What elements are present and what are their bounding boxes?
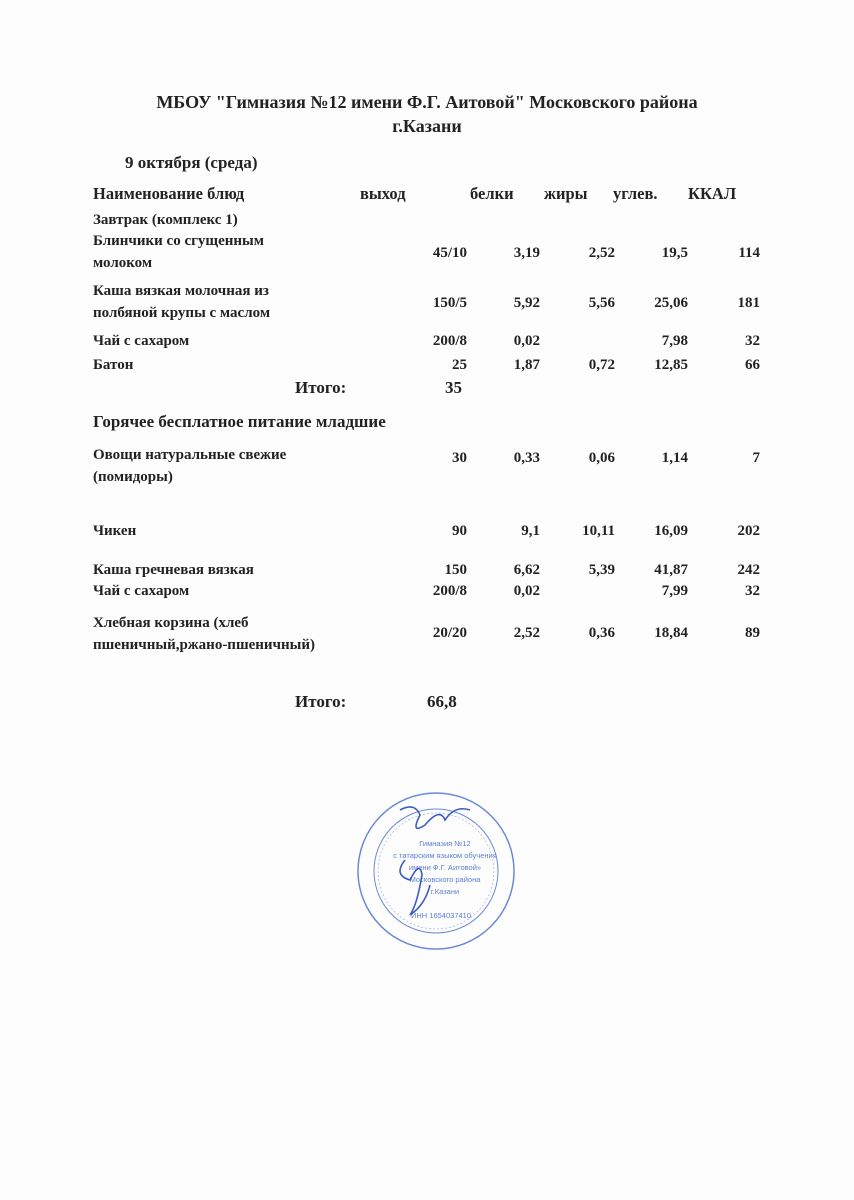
cell-carbs: 19,5 <box>661 245 688 261</box>
cell-protein: 5,92 <box>513 295 540 311</box>
school-title-city: г.Казани <box>392 116 462 136</box>
dish-name-line: пшеничный,ржано-пшеничный) <box>93 637 316 653</box>
dish-name-line: полбяной крупы с маслом <box>93 305 271 321</box>
dish-name-line: Хлебная корзина (хлеб <box>93 615 249 631</box>
lunch-total-value: 66,8 <box>427 692 457 711</box>
cell-carbs: 16,09 <box>654 523 688 539</box>
col-header-kcal: ККАЛ <box>688 184 737 203</box>
stamp-text-line: ИНН 1654037410 <box>410 911 472 920</box>
cell-yield: 25 <box>452 357 467 373</box>
dish-name-line: (помидоры) <box>93 469 173 485</box>
cell-protein: 6,62 <box>513 562 540 578</box>
stamp-text-line: г.Казани <box>430 887 460 896</box>
dish-name <box>93 444 286 488</box>
cell-kcal: 32 <box>745 583 760 599</box>
cell-yield: 200/8 <box>432 333 467 349</box>
cell-kcal: 202 <box>737 523 760 539</box>
cell-protein: 0,02 <box>513 583 540 599</box>
dish-name-line: Батон <box>93 357 134 373</box>
cell-yield: 20/20 <box>432 625 467 641</box>
dish-name <box>93 330 189 352</box>
cell-kcal: 181 <box>737 295 760 311</box>
dish-name-line: Чай с сахаром <box>93 333 190 349</box>
cell-fat: 5,39 <box>588 562 615 578</box>
col-header-carbs: углев. <box>613 184 658 203</box>
cell-protein: 1,87 <box>513 357 540 373</box>
cell-yield: 150 <box>444 562 467 578</box>
cell-fat: 0,36 <box>588 625 615 641</box>
lunch-total-label: Итого: <box>295 692 347 711</box>
cell-protein: 0,33 <box>513 450 540 466</box>
dish-name <box>93 230 264 274</box>
col-header-yield: выход <box>360 184 406 203</box>
cell-carbs: 41,87 <box>654 562 688 578</box>
col-header-protein: белки <box>470 184 514 203</box>
cell-protein: 2,52 <box>513 625 540 641</box>
school-stamp <box>355 790 517 952</box>
stamp-text-line: Московского района <box>409 875 481 884</box>
dish-name-line: Чикен <box>93 523 137 539</box>
cell-kcal: 7 <box>752 450 760 466</box>
cell-carbs: 25,06 <box>654 295 688 311</box>
cell-fat: 0,72 <box>588 357 615 373</box>
dish-name-line: Блинчики со сгущенным <box>93 233 264 249</box>
dish-name <box>93 520 136 542</box>
cell-carbs: 12,85 <box>654 357 688 373</box>
cell-kcal: 242 <box>737 562 760 578</box>
cell-yield: 200/8 <box>432 583 467 599</box>
cell-kcal: 32 <box>745 333 760 349</box>
breakfast-total-label: Итого: <box>295 378 347 397</box>
cell-fat: 10,11 <box>582 523 615 539</box>
school-title: МБОУ "Гимназия №12 имени Ф.Г. Аитовой" Московского района <box>156 92 698 112</box>
cell-protein: 9,1 <box>521 523 540 539</box>
dish-name-line: Овощи натуральные свежие <box>93 447 287 463</box>
col-header-name: Наименование блюд <box>93 184 245 203</box>
cell-kcal: 66 <box>745 357 760 373</box>
cell-fat: 5,56 <box>588 295 615 311</box>
breakfast-total-value: 35 <box>445 378 462 397</box>
lunch-section-label: Горячее бесплатное питание младшие <box>93 412 386 431</box>
dish-name <box>93 559 254 581</box>
cell-kcal: 114 <box>738 245 760 261</box>
stamp-text-line: с татарским языком обучения <box>393 851 497 860</box>
cell-carbs: 7,98 <box>661 333 688 349</box>
dish-name-line: Каша гречневая вязкая <box>93 562 254 578</box>
cell-yield: 45/10 <box>432 245 467 261</box>
menu-date: 9 октября (среда) <box>125 153 258 172</box>
dish-name <box>93 612 315 656</box>
stamp-text-line: имени Ф.Г. Аитовой» <box>408 863 482 872</box>
cell-fat: 0,06 <box>588 450 615 466</box>
cell-carbs: 18,84 <box>654 625 688 641</box>
dish-name <box>93 580 189 602</box>
cell-yield: 30 <box>452 450 467 466</box>
signature <box>400 807 470 828</box>
breakfast-section-label: Завтрак (комплекс 1) <box>93 212 238 228</box>
cell-protein: 0,02 <box>513 333 540 349</box>
cell-carbs: 1,14 <box>661 450 688 466</box>
dish-name-line: Каша вязкая молочная из <box>93 283 269 299</box>
dish-name-line: молоком <box>93 255 153 271</box>
cell-kcal: 89 <box>745 625 760 641</box>
cell-yield: 90 <box>452 523 467 539</box>
col-header-fat: жиры <box>544 184 588 203</box>
cell-protein: 3,19 <box>513 245 540 261</box>
dish-name <box>93 280 270 324</box>
cell-fat: 2,52 <box>588 245 615 261</box>
cell-carbs: 7,99 <box>661 583 688 599</box>
dish-name-line: Чай с сахаром <box>93 583 190 599</box>
cell-yield: 150/5 <box>432 295 467 311</box>
dish-name <box>93 354 133 376</box>
stamp-text-line: Гимназия №12 <box>419 839 471 848</box>
